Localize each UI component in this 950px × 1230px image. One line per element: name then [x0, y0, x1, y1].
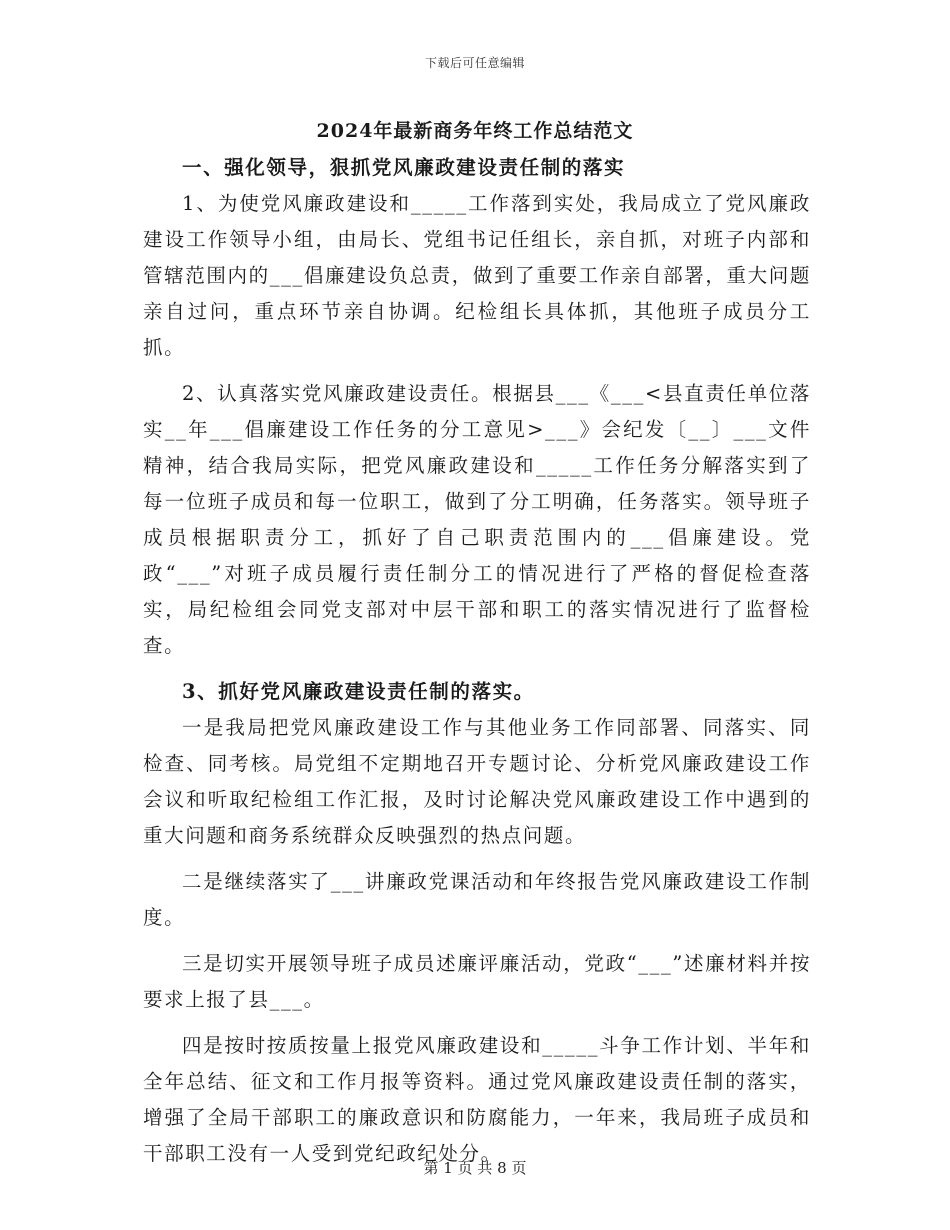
- paragraph-2: 2、认真落实党风廉政建设责任。根据县___《___<县直责任单位落实__年___倡廉建设工作任务的分工意见>___》会纪发〔__〕___文件精神，结合我局实际，把党风廉政建设和_____工作任务分解落实到了每一位班子成员和每一位职工，做到了分工明确，任务落实。领导班子成员根据职责分工，抓好了自己职责范围内的___倡廉建设。党政“___”对班子成员履行责任制分工的情况进行了严格的督促检查落实，局纪检组会同党支部对中层干部和职工的落实情况进行了监督检查。: [143, 382, 811, 657]
- paragraph-item-4: 四是按时按质按量上报党风廉政建设和_____斗争工作计划、半年和全年总结、征文和工作月报等资料。通过党风廉政建设责任制的落实，增强了全局干部职工的廉政意识和防腐能力，一年来，我局班子成员和干部职工没有一人受到党纪政纪处分。: [143, 1034, 811, 1165]
- paragraph-1: 1、为使党风廉政建设和_____工作落到实处，我局成立了党风廉政建设工作领导小组，由局长、党组书记任组长，亲自抓，对班子内部和管辖范围内的___倡廉建设负总责，做到了重要工作亲自部署，重大问题亲自过问，重点环节亲自协调。纪检组长具体抓，其他班子成员分工抓。: [143, 192, 811, 359]
- section-heading-1: 一、强化领导，狠抓党风廉政建设责任制的落实: [182, 156, 626, 179]
- page-number: 第 1 页 共 8 页: [423, 1159, 527, 1177]
- document-body: [143, 150, 811, 1172]
- document-title: 2024年最新商务年终工作总结范文: [316, 120, 634, 142]
- page-header-note: 下载后可任意编辑: [424, 56, 525, 70]
- section-heading-3: 3、抓好党风廉政建设责任制的落实。: [182, 680, 535, 703]
- paragraph-item-1: 一是我局把党风廉政建设工作与其他业务工作同部署、同落实、同检查、同考核。局党组不定期地召开专题讨论、分析党风廉政建设工作会议和听取纪检组工作汇报，及时讨论解决党风廉政建设工作中遇到的重大问题和商务系统群众反映强烈的热点问题。: [143, 716, 811, 847]
- paragraph-item-3: 三是切实开展领导班子成员述廉评廉活动，党政“___”述廉材料并按要求上报了县___。: [143, 952, 811, 1011]
- paragraph-item-2: 二是继续落实了___讲廉政党课活动和年终报告党风廉政建设工作制度。: [143, 870, 811, 929]
